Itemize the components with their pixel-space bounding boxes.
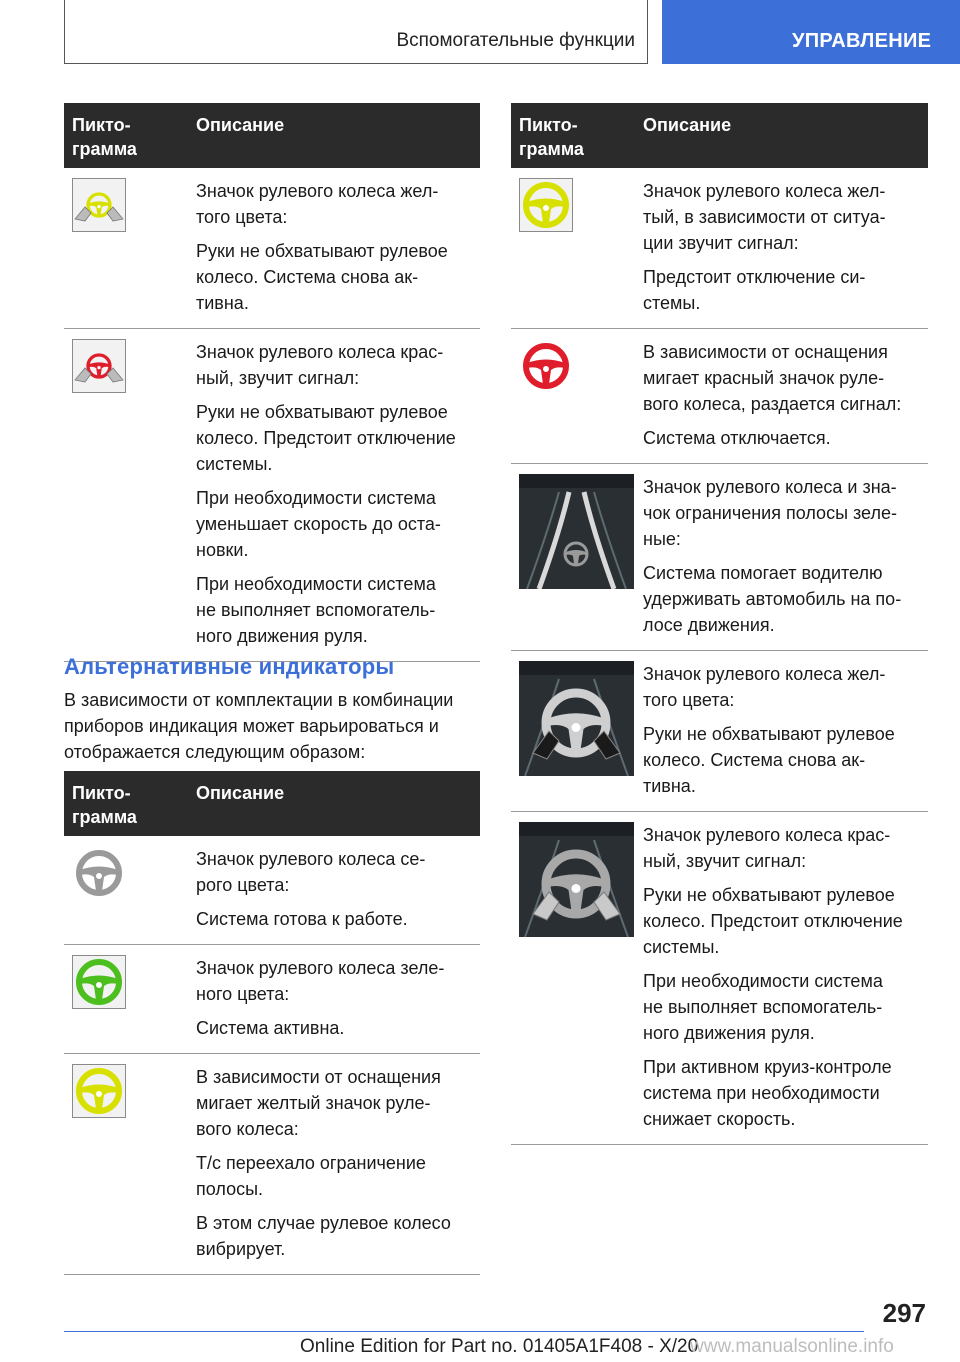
description-paragraph: Предстоит отключение си- стемы. bbox=[643, 267, 866, 313]
row-description bbox=[643, 812, 928, 1144]
header-section-title: Вспомогательные функции bbox=[396, 30, 635, 51]
description-paragraph: Значок рулевого колеса и зна- чок ограничения полосы зеле- ные: bbox=[643, 477, 897, 549]
steering-wheel-green-icon bbox=[72, 955, 126, 1009]
left-column bbox=[64, 103, 480, 662]
description-paragraph: Система отключается. bbox=[643, 428, 831, 448]
footer-edition-text: Online Edition for Part no. 01405A1F408 - X/20 bbox=[300, 1336, 699, 1357]
description-paragraph: При необходимости система уменьшает скорость до оста- новки. bbox=[196, 488, 441, 560]
description-paragraph: При активном круиз-контроле система при необходимости снижает скорость. bbox=[643, 1057, 892, 1129]
table-row bbox=[64, 168, 480, 329]
description-paragraph: При необходимости система не выполняет вспомогатель- ного движения руля. bbox=[643, 971, 883, 1043]
table-row bbox=[64, 329, 480, 662]
table-row bbox=[64, 945, 480, 1054]
row-description bbox=[196, 1054, 480, 1274]
lane-display-hands-wheel-red-icon bbox=[519, 822, 634, 937]
row-description bbox=[643, 464, 928, 650]
pictogram-table-1 bbox=[64, 103, 480, 662]
row-description bbox=[643, 168, 928, 328]
column-header-pictogram: Пикто- грамма bbox=[519, 115, 584, 159]
table-header bbox=[64, 103, 480, 168]
table-row bbox=[64, 1054, 480, 1275]
pictogram-table-2 bbox=[64, 771, 480, 1275]
row-description bbox=[643, 651, 928, 811]
description-paragraph: Система помогает водителю удерживать автомобиль на по- лосе движения. bbox=[643, 563, 902, 635]
page-number: 297 bbox=[882, 1298, 926, 1328]
section-heading: Альтернативные индикаторы bbox=[64, 654, 395, 679]
row-description bbox=[643, 329, 928, 463]
table-row bbox=[511, 464, 928, 651]
column-header-pictogram: Пикто- грамма bbox=[72, 115, 137, 159]
column-header-pictogram: Пикто- грамма bbox=[72, 783, 137, 827]
description-paragraph: Значок рулевого колеса жел- того цвета: bbox=[196, 181, 439, 227]
description-paragraph: Руки не обхватывают рулевое колесо. Предстоит отключение системы. bbox=[196, 402, 456, 474]
table-row bbox=[511, 329, 928, 464]
footer-divider bbox=[64, 1331, 864, 1332]
steering-wheel-red-icon bbox=[519, 339, 573, 393]
steering-wheel-yellow-icon bbox=[519, 178, 573, 232]
description-paragraph: Руки не обхватывают рулевое колесо. Система снова ак- тивна. bbox=[196, 241, 448, 313]
description-paragraph: Значок рулевого колеса се- рого цвета: bbox=[196, 849, 426, 895]
section-intro-text: В зависимости от комплектации в комбинации приборов индикация может варьироваться и отображается следующим образом: bbox=[64, 690, 454, 762]
description-paragraph: В зависимости от оснащения мигает желтый значок руле- вого колеса: bbox=[196, 1067, 441, 1139]
description-paragraph: Значок рулевого колеса крас- ный, звучит сигнал: bbox=[643, 825, 891, 871]
table-header bbox=[511, 103, 928, 168]
description-paragraph: Система готова к работе. bbox=[196, 909, 408, 929]
description-paragraph: Значок рулевого колеса жел- тый, в зависимости от ситуа- ции звучит сигнал: bbox=[643, 181, 886, 253]
steering-wheel-hands-yellow-icon bbox=[72, 178, 126, 232]
steering-wheel-grey-icon bbox=[72, 846, 126, 900]
description-paragraph: Система активна. bbox=[196, 1018, 345, 1038]
header-chapter-tab: УПРАВЛЕНИЕ bbox=[662, 0, 960, 64]
description-paragraph: В зависимости от оснащения мигает красный значок руле- вого колеса, раздается сигнал: bbox=[643, 342, 902, 414]
description-paragraph: Значок рулевого колеса зеле- ного цвета: bbox=[196, 958, 445, 1004]
row-description bbox=[196, 168, 480, 328]
table-row bbox=[511, 651, 928, 812]
column-header-description: Описание bbox=[643, 115, 732, 135]
table-row bbox=[511, 168, 928, 329]
description-paragraph: Значок рулевого колеса жел- того цвета: bbox=[643, 664, 886, 710]
row-description bbox=[196, 945, 480, 1053]
lane-display-steering-wheel-icon bbox=[519, 474, 634, 589]
column-header-description: Описание bbox=[196, 115, 285, 135]
description-paragraph: Руки не обхватывают рулевое колесо. Система снова ак- тивна. bbox=[643, 724, 895, 796]
description-paragraph: Т/с переехало ограничение полосы. bbox=[196, 1153, 426, 1199]
steering-wheel-yellow-icon bbox=[72, 1064, 126, 1118]
description-paragraph: В этом случае рулевое колесо вибрирует. bbox=[196, 1213, 451, 1259]
right-column bbox=[511, 103, 928, 1145]
description-paragraph: Значок рулевого колеса крас- ный, звучит сигнал: bbox=[196, 342, 444, 388]
column-header-description: Описание bbox=[196, 783, 285, 803]
row-description bbox=[196, 836, 480, 944]
lane-display-hands-wheel-icon bbox=[519, 661, 634, 776]
table-row bbox=[64, 836, 480, 945]
description-paragraph: Руки не обхватывают рулевое колесо. Предстоит отключение системы. bbox=[643, 885, 903, 957]
table-header bbox=[64, 771, 480, 836]
header-section-box bbox=[64, 0, 648, 64]
pictogram-table-3 bbox=[511, 103, 928, 1145]
description-paragraph: При необходимости система не выполняет вспомогатель- ного движения руля. bbox=[196, 574, 436, 646]
steering-wheel-hands-red-icon bbox=[72, 339, 126, 393]
table-row bbox=[511, 812, 928, 1145]
footer-watermark-url: www.manualsonline.info bbox=[690, 1336, 894, 1357]
row-description bbox=[196, 329, 480, 661]
left-column-lower bbox=[64, 771, 480, 1275]
